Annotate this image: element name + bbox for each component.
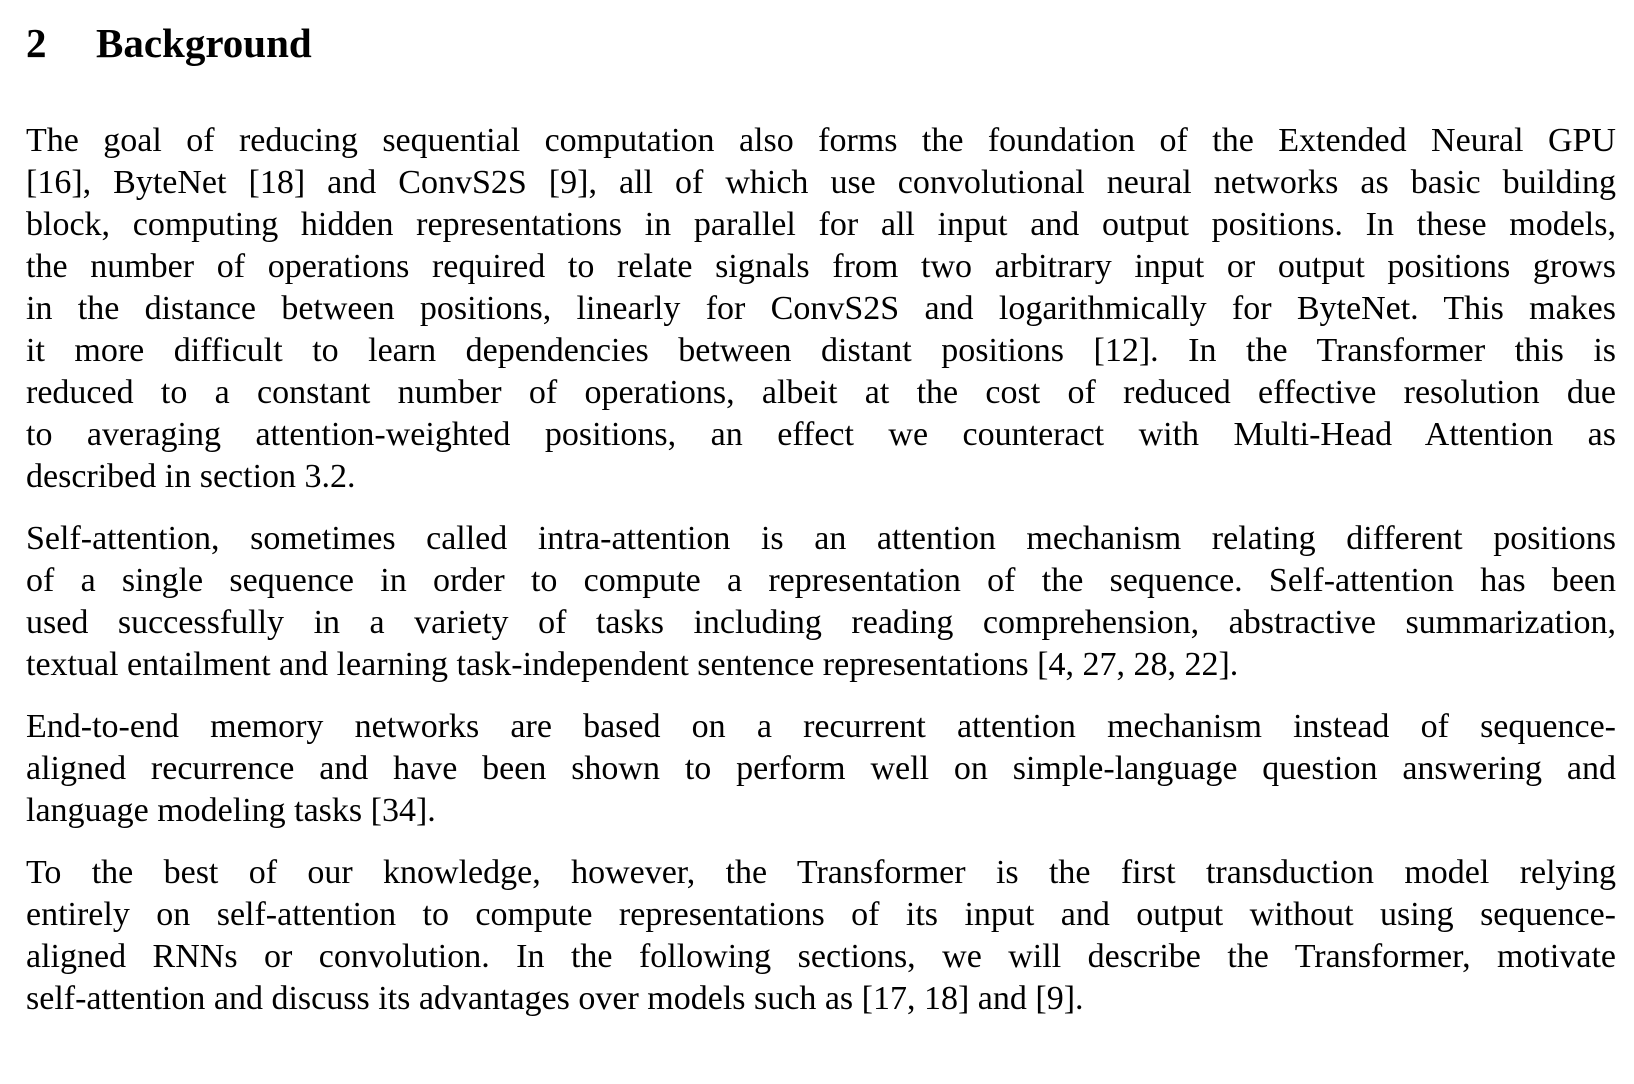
text-line: textual entailment and learning task-independent sentence representations [4, 27, 28, 22]. — [26, 646, 1239, 683]
text-line: described in section 3.2. — [26, 458, 356, 495]
section-number: 2 — [26, 20, 47, 66]
text-line: block, computing hidden representations in parallel for all input and output positions. In these models, — [26, 206, 1616, 243]
text-line: To the best of our knowledge, however, the Transformer is the first transduction model relying — [26, 854, 1616, 891]
text-line: reduced to a constant number of operations, albeit at the cost of reduced effective resolution due — [26, 374, 1616, 411]
text-line: in the distance between positions, linearly for ConvS2S and logarithmically for ByteNet. This makes — [26, 290, 1616, 327]
text-line: [16], ByteNet [18] and ConvS2S [9], all of which use convolutional neural networks as basic building — [26, 164, 1616, 201]
text-line: to averaging attention-weighted positions, an effect we counteract with Multi-Head Attention as — [26, 416, 1616, 453]
text-line: used successfully in a variety of tasks including reading comprehension, abstractive summarization, — [26, 604, 1616, 641]
text-line: language modeling tasks [34]. — [26, 792, 436, 829]
paragraph-4 — [26, 852, 1616, 1020]
text-line: self-attention and discuss its advantages over models such as [17, 18] and [9]. — [26, 980, 1084, 1017]
text-line: The goal of reducing sequential computation also forms the foundation of the Extended Neural GPU — [26, 122, 1616, 159]
text-line: End-to-end memory networks are based on a recurrent attention mechanism instead of sequence- — [26, 708, 1616, 745]
text-line: Self-attention, sometimes called intra-attention is an attention mechanism relating different positions — [26, 520, 1616, 557]
paragraph-1 — [26, 120, 1616, 498]
text-line: aligned recurrence and have been shown to perform well on simple-language question answering and — [26, 750, 1616, 787]
paragraph-2 — [26, 518, 1616, 686]
paper-page — [26, 18, 1616, 1017]
section-title: Background — [96, 20, 312, 66]
text-line: aligned RNNs or convolution. In the following sections, we will describe the Transformer, motivate — [26, 938, 1616, 975]
text-line: the number of operations required to relate signals from two arbitrary input or output positions grows — [26, 248, 1616, 285]
text-line: entirely on self-attention to compute representations of its input and output without using sequence- — [26, 896, 1616, 933]
section-body — [26, 120, 1616, 1040]
text-line: it more difficult to learn dependencies between distant positions [12]. In the Transformer this is — [26, 332, 1616, 369]
paragraph-3 — [26, 706, 1616, 832]
section-heading — [26, 18, 1616, 68]
text-line: of a single sequence in order to compute a representation of the sequence. Self-attention has been — [26, 562, 1616, 599]
